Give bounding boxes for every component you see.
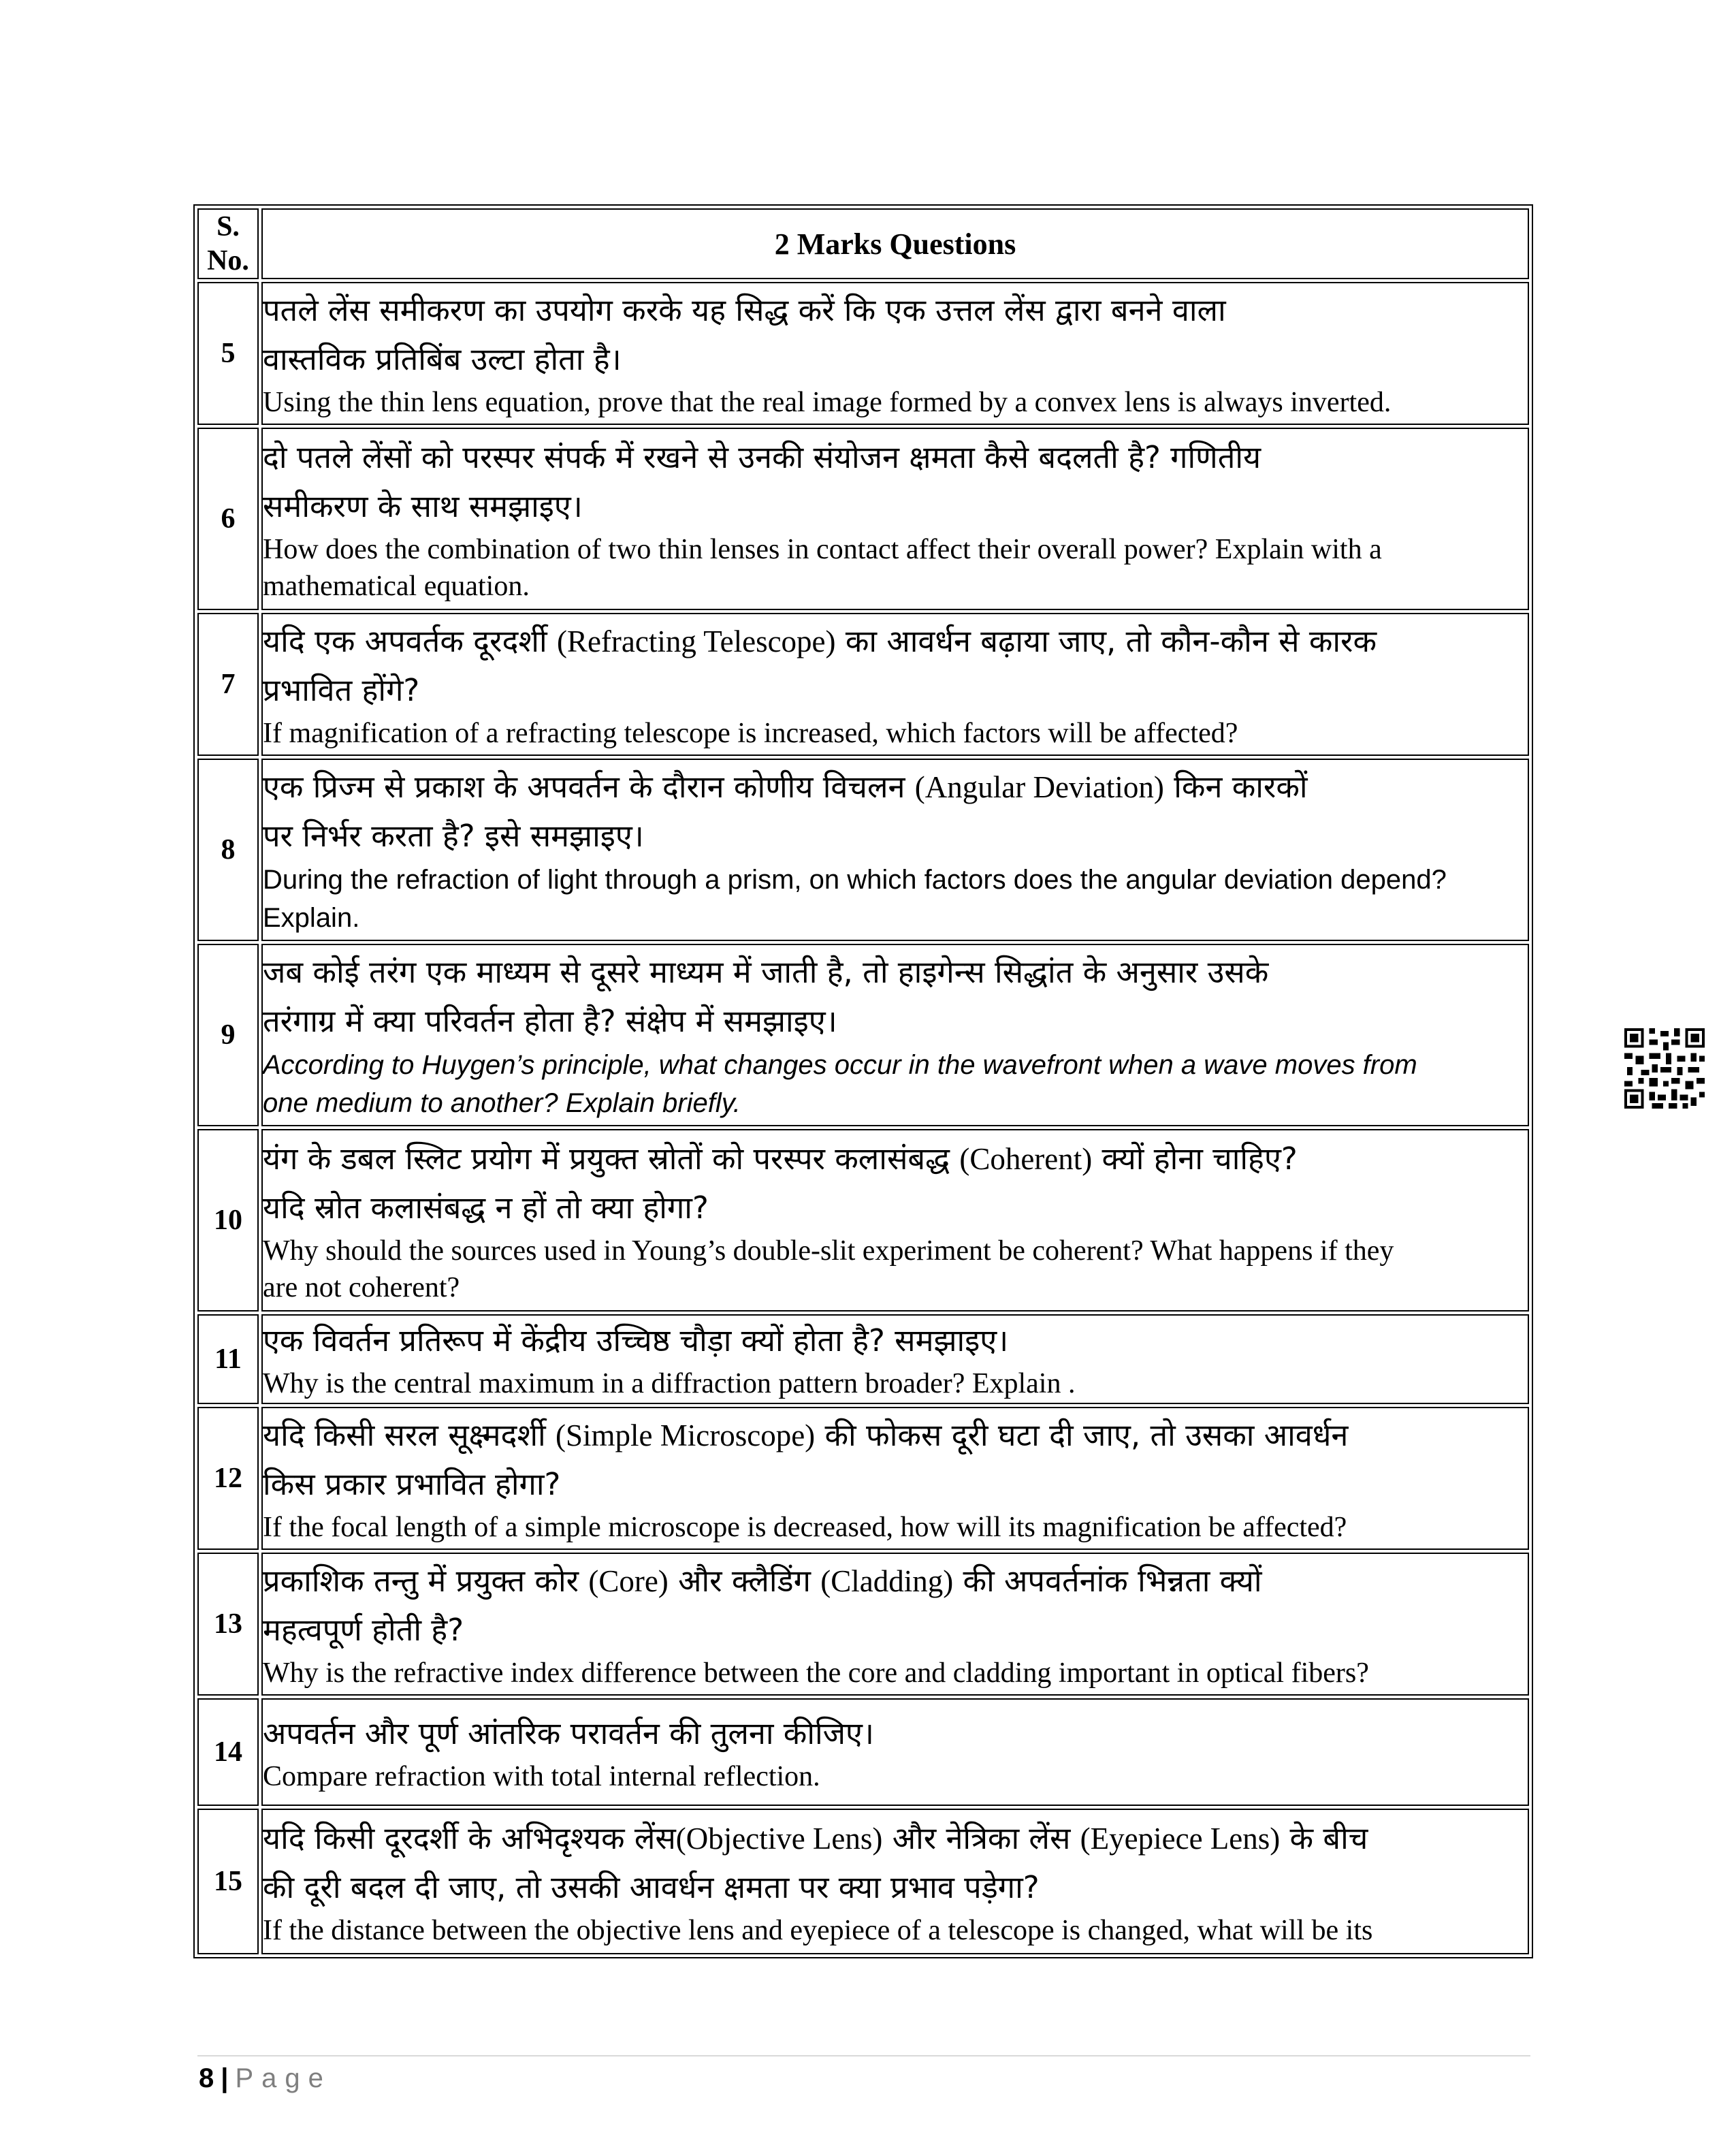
question-english: Using the thin lens equation, prove that the real image formed by a convex lens is always inverted. [263, 387, 1392, 418]
question-text [261, 282, 1529, 425]
question-text [261, 944, 1529, 1126]
question-english: Why should the sources used in Young’s double-slit experiment be coherent? What happens if they [263, 1235, 1394, 1267]
question-english: Why is the central maximum in a diffraction pattern broader? Explain . [263, 1368, 1076, 1399]
question-english: are not coherent? [263, 1272, 460, 1303]
english-term: (Cladding) [820, 1564, 954, 1598]
question-text [261, 1314, 1529, 1404]
page-label: Page [235, 2063, 332, 2093]
question-row [197, 759, 1529, 941]
question-number: 9 [197, 944, 259, 1126]
english-term: (Coherent) [959, 1142, 1093, 1176]
questions-table [193, 204, 1533, 1958]
question-number: 13 [197, 1553, 259, 1696]
hindi-fragment: एक प्रिज्म से प्रकाश के अपवर्तन के दौरान कोणीय विचलन [263, 769, 915, 805]
question-english: Compare refraction with total internal reflection. [263, 1761, 820, 1792]
question-row [197, 1698, 1529, 1806]
question-hindi-line: पर निर्भर करता है? इसे समझाइए। [263, 818, 644, 854]
english-term: (Refracting Telescope) [556, 624, 836, 658]
question-row [197, 944, 1529, 1126]
hindi-fragment: और नेत्रिका लेंस [882, 1820, 1080, 1856]
question-text [261, 428, 1529, 610]
question-hindi-line: वास्तविक प्रतिबिंब उल्टा होता है। [263, 341, 622, 377]
hindi-fragment: का आवर्धन बढ़ाया जाए, तो कौन-कौन से कारक [835, 623, 1377, 659]
hindi-fragment: की फोकस दूरी घटा दी जाए, तो उसका आवर्धन [815, 1417, 1349, 1453]
question-hindi-line: अपवर्तन और पूर्ण आंतरिक परावर्तन की तुलना कीजिए। [263, 1715, 874, 1751]
question-hindi-line [263, 617, 1528, 666]
question-number: 8 [197, 759, 259, 941]
question-number: 5 [197, 282, 259, 425]
header-title: 2 Marks Questions [261, 208, 1529, 279]
question-english: How does the combination of two thin lenses in contact affect their overall power? Explain with a [263, 534, 1382, 565]
hindi-fragment: यदि किसी दूरदर्शी के अभिदृश्यक लेंस [263, 1820, 676, 1856]
question-number: 12 [197, 1407, 259, 1550]
question-row [197, 1129, 1529, 1312]
footer-separator: | [221, 2063, 229, 2093]
question-english: Explain. [263, 903, 360, 933]
question-row [197, 613, 1529, 756]
question-text [261, 1553, 1529, 1696]
question-number: 15 [197, 1809, 259, 1954]
question-hindi-line [263, 1134, 1528, 1183]
question-hindi-line [263, 763, 1528, 812]
question-row [197, 1809, 1529, 1954]
qr-code-icon [1624, 1028, 1705, 1109]
question-hindi-line: की दूरी बदल दी जाए, तो उसकी आवर्धन क्षमता पर क्या प्रभाव पड़ेगा? [263, 1869, 1040, 1905]
question-text [261, 759, 1529, 941]
question-hindi-line: प्रभावित होंगे? [263, 672, 420, 708]
question-english: one medium to another? Explain briefly. [263, 1088, 741, 1118]
page-footer [199, 2063, 332, 2094]
hindi-fragment: क्यों होना चाहिए? [1092, 1141, 1298, 1177]
question-number: 7 [197, 613, 259, 756]
english-term: (Objective Lens) [675, 1822, 883, 1856]
hindi-fragment: के बीच [1280, 1820, 1368, 1856]
hindi-fragment: यदि एक अपवर्तक दूरदर्शी [263, 623, 557, 659]
english-term: (Simple Microscope) [556, 1418, 816, 1452]
header-sno [197, 208, 259, 279]
question-row [197, 428, 1529, 610]
question-english: If magnification of a refracting telescope is increased, which factors will be affected? [263, 718, 1238, 749]
table-header-row [197, 208, 1529, 279]
hindi-fragment: की अपवर्तनांक भिन्नता क्यों [953, 1563, 1262, 1599]
page-number: 8 [199, 2063, 214, 2093]
question-hindi-line [263, 1814, 1528, 1863]
question-english: If the distance between the objective lens and eyepiece of a telescope is changed, what will be its [263, 1915, 1373, 1946]
question-hindi-line: दो पतले लेंसों को परस्पर संपर्क में रखने से उनकी संयोजन क्षमता कैसे बदलती है? गणितीय [263, 439, 1261, 475]
question-row [197, 1553, 1529, 1696]
question-number: 14 [197, 1698, 259, 1806]
english-term: (Core) [588, 1564, 669, 1598]
question-hindi-line: तरंगाग्र में क्या परिवर्तन होता है? संक्षेप में समझाइए। [263, 1003, 837, 1039]
question-text [261, 1809, 1529, 1954]
question-number: 11 [197, 1314, 259, 1404]
question-english: If the focal length of a simple microscope is decreased, how will its magnification be affected? [263, 1512, 1347, 1543]
question-number: 6 [197, 428, 259, 610]
question-hindi-line: एक विवर्तन प्रतिरूप में केंद्रीय उच्चिष्ठ चौड़ा क्यों होता है? समझाइए। [263, 1322, 1009, 1358]
question-number: 10 [197, 1129, 259, 1312]
question-hindi-line [263, 1557, 1528, 1606]
hindi-fragment: प्रकाशिक तन्तु में प्रयुक्त कोर [263, 1563, 589, 1599]
question-row [197, 282, 1529, 425]
question-english: During the refraction of light through a prism, on which factors does the angular deviation depend? [263, 865, 1447, 895]
english-term: (Angular Deviation) [914, 770, 1164, 804]
question-english: According to Huygen’s principle, what changes occur in the wavefront when a wave moves from [263, 1050, 1417, 1080]
question-hindi-line: महत्वपूर्ण होती है? [263, 1612, 464, 1648]
hindi-fragment: यंग के डबल स्लिट प्रयोग में प्रयुक्त स्रोतों को परस्पर कलासंबद्ध [263, 1141, 960, 1177]
question-hindi-line: किस प्रकार प्रभावित होगा? [263, 1466, 561, 1502]
question-text [261, 1129, 1529, 1312]
english-term: (Eyepiece Lens) [1080, 1822, 1281, 1856]
footer-divider [197, 2055, 1530, 2056]
header-sno-label: S. No. [207, 211, 249, 276]
question-hindi-line: यदि स्रोत कलासंबद्ध न हों तो क्या होगा? [263, 1190, 709, 1226]
hindi-fragment: किन कारकों [1163, 769, 1308, 805]
hindi-fragment: और क्लैडिंग [668, 1563, 821, 1599]
question-text [261, 1698, 1529, 1806]
question-hindi-line: समीकरण के साथ समझाइए। [263, 488, 583, 524]
question-row [197, 1314, 1529, 1404]
question-text [261, 1407, 1529, 1550]
question-hindi-line: जब कोई तरंग एक माध्यम से दूसरे माध्यम में जाती है, तो हाइगेन्स सिद्धांत के अनुसार उसके [263, 954, 1269, 990]
question-row [197, 1407, 1529, 1550]
hindi-fragment: यदि किसी सरल सूक्ष्मदर्शी [263, 1417, 556, 1453]
question-text [261, 613, 1529, 756]
question-hindi-line: पतले लेंस समीकरण का उपयोग करके यह सिद्ध करें कि एक उत्तल लेंस द्वारा बनने वाला [263, 292, 1226, 328]
question-hindi-line [263, 1411, 1528, 1460]
question-english: mathematical equation. [263, 571, 530, 602]
question-english: Why is the refractive index difference between the core and cladding important in optical fibers? [263, 1657, 1369, 1689]
